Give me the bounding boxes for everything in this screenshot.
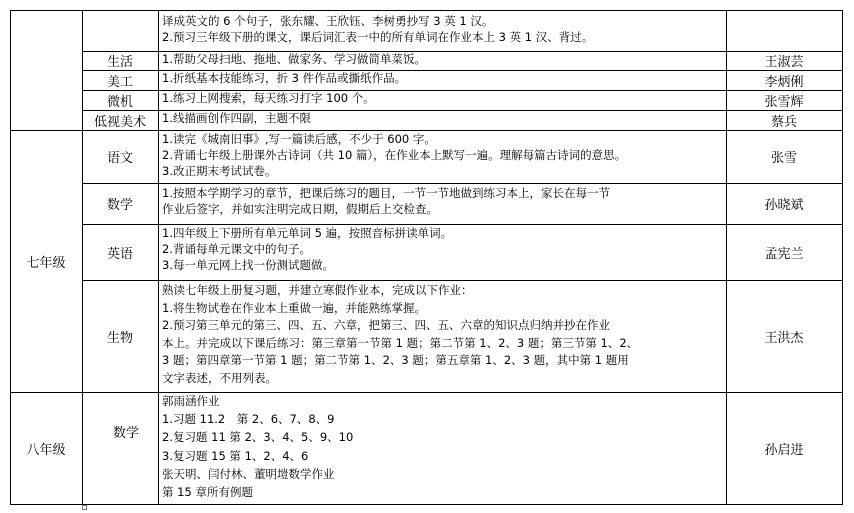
teacher-name: 李炳俐: [764, 74, 804, 90]
content-line: 2.背诵七年级上册课外古诗词（共 10 篇），在作业本上默写一遍。理解每篇古诗词的意思。: [162, 147, 627, 162]
grid-line: [82, 90, 843, 91]
subject-label: 生活: [106, 55, 133, 70]
content-line: 第 15 章所有例题: [162, 485, 253, 500]
teacher-name: 孙晓斌: [764, 198, 804, 213]
teacher-cell: [726, 90, 842, 110]
content-line: 3 题；第四章第一节第 1 题；第二节第 1、2、3 题；第五章第 1、2、3 题，其中第 1 题用: [162, 353, 629, 368]
content-cell: [158, 392, 726, 504]
subject-label: 生物: [106, 330, 133, 346]
subject-cell: [82, 183, 158, 224]
content-line: 1.四年级上下册所有单元单词 5 遍，按照音标拼读单词。: [162, 226, 453, 240]
content-line: 3.复习题 15 第 1、2、4、6: [162, 448, 309, 463]
content-line: 文字表述，不用列表。: [162, 370, 277, 385]
grid-line: [10, 392, 843, 393]
content-line: 3.每一单元网上找一份测试题做。: [162, 257, 334, 272]
subject-label: 低视美术: [93, 114, 146, 130]
grid-line: [842, 10, 843, 504]
teacher-name: 张雪: [770, 151, 797, 166]
content-line: 张天明、闫付林、董明塏数学作业: [162, 466, 335, 481]
content-cell: [158, 130, 726, 183]
teacher-cell: [726, 130, 842, 183]
subject-cell: [82, 51, 158, 70]
content-cell: [158, 183, 726, 224]
content-cell: [158, 51, 726, 70]
subject-cell: [82, 70, 158, 90]
subject-label: 数学: [106, 198, 133, 213]
grid-line: [726, 10, 727, 504]
grid-line: [82, 10, 83, 504]
content-line: 1.线描画创作四副，主题不限: [162, 111, 311, 125]
teacher-cell: [726, 183, 842, 224]
subject-cell: [82, 224, 158, 280]
grid-line: [158, 10, 159, 504]
teacher-name: 孟宪兰: [764, 246, 804, 262]
content-line: 2.预习三年级下册的课文，课后词汇表一中的所有单词在作业本上 3 英 1 汉、背过。: [162, 29, 594, 44]
content-line: 作业后签字，并如实注明完成日期，假期后上交检查。: [162, 201, 438, 216]
subject-label: 美工: [106, 74, 133, 90]
content-line: 1.练习上网搜索，每天练习打字 100 个。: [162, 91, 375, 105]
content-cell: [158, 11, 726, 51]
teacher-cell: [726, 392, 842, 504]
content-line: 2.背诵每单元课文中的句子。: [162, 241, 311, 256]
content-cell: [158, 224, 726, 280]
teacher-cell: [726, 280, 842, 392]
teacher-name: 张雪辉: [764, 94, 804, 110]
content-line: 3.改正期末考试试卷。: [162, 163, 277, 178]
teacher-name: 王洪杰: [764, 330, 804, 346]
subject-label: 英语: [106, 246, 133, 262]
content-cell: [158, 70, 726, 90]
content-cell: [158, 110, 726, 130]
grade-cell-8: [10, 392, 82, 504]
grid-line: [10, 504, 843, 505]
teacher-name: 孙启进: [764, 442, 804, 458]
content-line: 1.读完《城南旧事》,写一篇读后感，不少于 600 字。: [162, 132, 436, 146]
cell-marker: [82, 505, 87, 510]
grid-line: [82, 70, 843, 71]
grid-line: [10, 10, 11, 504]
content-line: 1.帮助父母扫地、拖地、做家务、学习做简单菜饭。: [162, 52, 426, 66]
content-cell: [158, 90, 726, 110]
grid-line: [10, 10, 843, 11]
subject-cell: [82, 280, 158, 392]
content-line: 译成英文的 6 个句子，张东耀、王欣钰、李树勇抄写 3 英 1 汉。: [162, 14, 494, 28]
content-line: 1.折纸基本技能练习，折 3 件作品或撕纸作品。: [162, 71, 407, 85]
teacher-cell: [726, 51, 842, 70]
grade-label: 七年级: [26, 255, 66, 271]
subject-cell: [82, 110, 158, 130]
grid-line: [82, 183, 843, 184]
content-line: 1.习题 11.2 第 2、6、7、8、9: [162, 412, 335, 427]
grid-line: [82, 224, 843, 225]
content-line: 2.预习第三单元的第三、四、五、六章，把第三、四、五、六章的知识点归纳并抄在作业: [162, 318, 610, 333]
content-line: 郭雨涵作业: [162, 394, 220, 408]
content-line: 2.复习题 11 第 2、3、4、5、9、10: [162, 430, 354, 445]
grade-cell-7: [10, 130, 82, 392]
subject-label: 微机: [106, 94, 133, 110]
teacher-name: 王淑芸: [764, 55, 804, 70]
content-cell: [158, 280, 726, 392]
teacher-cell: [726, 224, 842, 280]
grade-label: 八年级: [26, 442, 66, 458]
content-line: 本上。并完成以下课后练习：第三章第一节第 1 题；第二节第 1、2、3 题；第三节第 1、2、: [162, 335, 639, 350]
grid-line: [10, 130, 843, 131]
teacher-cell: [726, 110, 842, 130]
content-line: 熟读七年级上册复习题，并建立寒假作业本，完成以下作业：: [162, 283, 473, 297]
subject-cell: [82, 130, 158, 183]
grid-line: [82, 280, 843, 281]
subject-label: 语文: [106, 151, 133, 166]
teacher-name: 蔡兵: [770, 114, 797, 130]
grid-line: [82, 110, 843, 111]
content-line: 1.将生物试卷在作业本上重做一遍，并能熟练掌握。: [162, 300, 426, 315]
grid-line: [82, 51, 843, 52]
subject-cell: [82, 90, 158, 110]
subject-label: 数学: [112, 425, 139, 441]
subject-cell: [82, 392, 158, 470]
teacher-cell: [726, 70, 842, 90]
content-line: 1.按照本学期学习的章节，把课后练习的题目，一节一节地做到练习本上，家长在每一节: [162, 186, 610, 200]
